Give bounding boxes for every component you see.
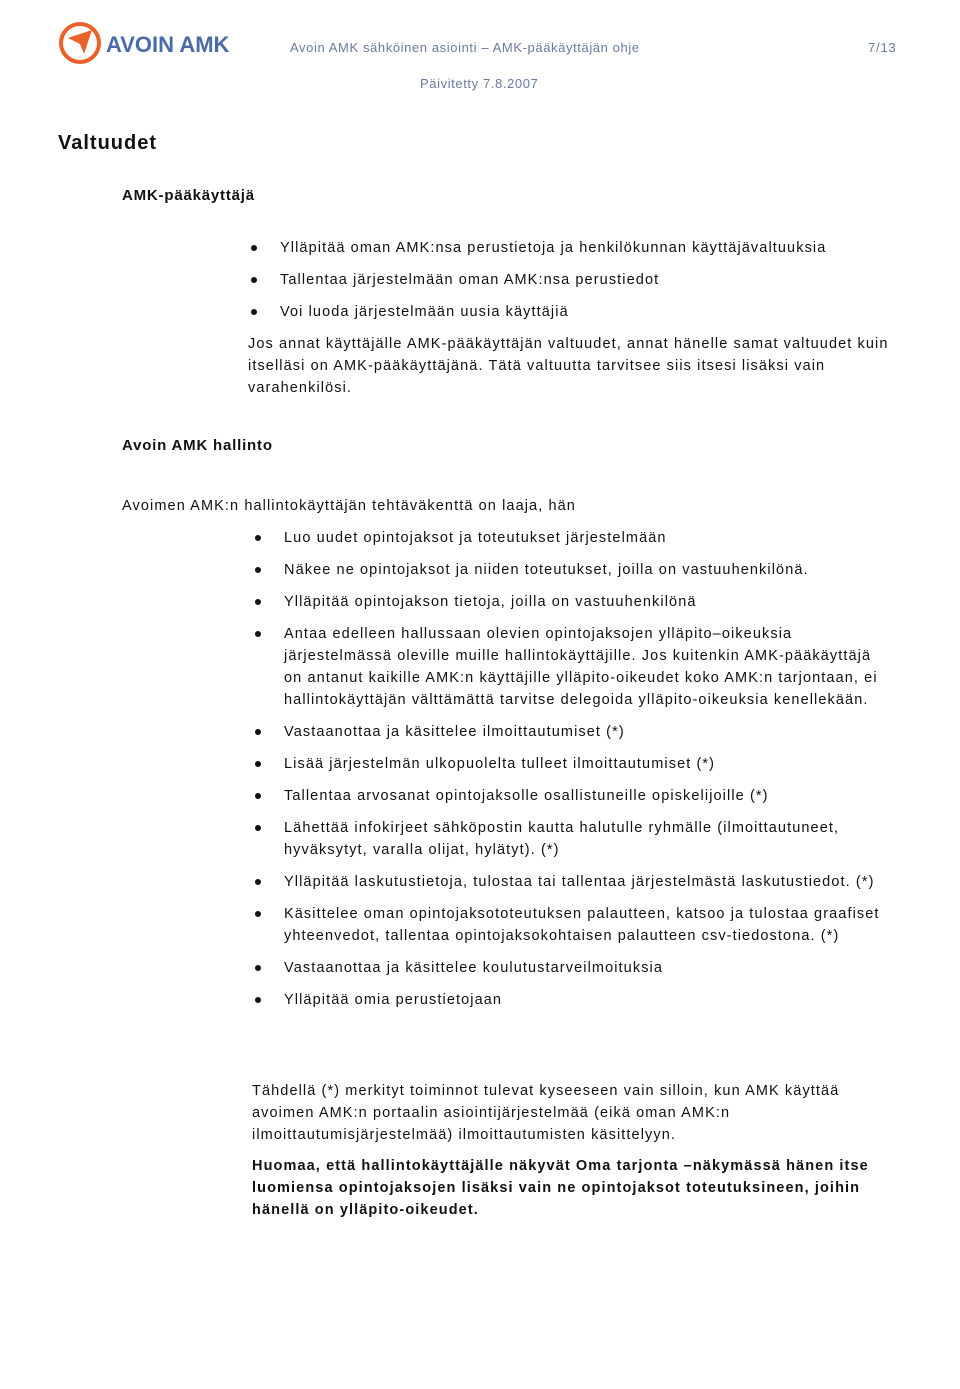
asterisk-note: Tähdellä (*) merkityt toiminnot tulevat kyseeseen vain silloin, kun AMK käyttää avoimen AMK:n portaalin asiointijärjestelmää (eikä oman AMK:n ilmoittautumisjärjestelmää) ilmoittautumisten käsittelyyn. <box>252 1083 840 1143</box>
list-item: Tallentaa arvosanat opintojaksolle osallistuneille opiskelijoille (*) <box>252 785 892 807</box>
warning-note: Huomaa, että hallintokäyttäjälle näkyvät Oma tarjonta –näkymässä hänen itse luomiensa opintojaksojen lisäksi vain ne opintojaksot toteutuksineen, joihin hänellä on ylläpito-oikeudet. <box>252 1158 869 1218</box>
section2-bullet-list <box>252 527 892 1011</box>
updated-date: Päivitetty 7.8.2007 <box>420 76 539 91</box>
list-item: Käsittelee oman opintojaksototeutuksen palautteen, katsoo ja tulostaa graafiset yhteenvedot, tallentaa opintojaksokohtaisen palautteen csv-tiedostona. (*) <box>252 903 892 947</box>
page-number: 7/13 <box>868 40 897 55</box>
section-heading-amk-paakayttaja: AMK-pääkäyttäjä <box>122 187 255 204</box>
list-item: Voi luoda järjestelmään uusia käyttäjiä <box>248 301 908 323</box>
list-item: Tallentaa järjestelmään oman AMK:nsa perustiedot <box>248 269 908 291</box>
list-item: Antaa edelleen hallussaan olevien opintojaksojen ylläpito–oikeuksia järjestelmässä oleville muille hallintokäyttäjille. Jos kuitenkin AMK-pääkäyttäjä on antanut kaikille AMK:n käyttäjille ylläpito-oikeudet koko AMK:n tarjontaan, ei hallintokäyttäjän välttämättä tarvitse delegoida ylläpito-oikeuksia kenellekään. <box>252 623 892 711</box>
list-item: Ylläpitää oman AMK:nsa perustietoja ja henkilökunnan käyttäjävaltuuksia <box>248 237 908 259</box>
list-item: Luo uudet opintojaksot ja toteutukset järjestelmään <box>252 527 892 549</box>
section2-intro: Avoimen AMK:n hallintokäyttäjän tehtäväkenttä on laaja, hän <box>122 498 576 514</box>
section1-paragraph: Jos annat käyttäjälle AMK-pääkäyttäjän valtuudet, annat hänelle samat valtuudet kuin itselläsi on AMK-pääkäyttäjänä. Tätä valtuutta tarvitsee siis itsesi lisäksi vain varahenkilösi. <box>248 336 889 396</box>
list-item: Lisää järjestelmän ulkopuolelta tulleet ilmoittautumiset (*) <box>252 753 892 775</box>
page-title: Valtuudet <box>58 132 158 154</box>
list-item: Ylläpitää opintojakson tietoja, joilla on vastuuhenkilönä <box>252 591 892 613</box>
section-heading-avoin-amk-hallinto: Avoin AMK hallinto <box>122 437 273 454</box>
list-item: Vastaanottaa ja käsittelee ilmoittautumiset (*) <box>252 721 892 743</box>
list-item: Ylläpitää laskutustietoja, tulostaa tai tallentaa järjestelmästä laskutustiedot. (*) <box>252 871 892 893</box>
list-item: Vastaanottaa ja käsittelee koulutustarveilmoituksia <box>252 957 892 979</box>
list-item: Näkee ne opintojaksot ja niiden toteutukset, joilla on vastuuhenkilönä. <box>252 559 892 581</box>
list-item: Ylläpitää omia perustietojaan <box>252 989 892 1011</box>
list-item: Lähettää infokirjeet sähköpostin kautta halutulle ryhmälle (ilmoittautuneet, hyväksytyt, varalla olijat, hylätyt). (*) <box>252 817 892 861</box>
section1-bullet-list <box>248 237 908 323</box>
logo-text: AVOIN AMK <box>106 32 230 57</box>
avoin-amk-logo <box>56 18 246 68</box>
document-title: Avoin AMK sähköinen asiointi – AMK-pääkäyttäjän ohje <box>290 40 640 55</box>
logo-arrow <box>68 30 92 54</box>
